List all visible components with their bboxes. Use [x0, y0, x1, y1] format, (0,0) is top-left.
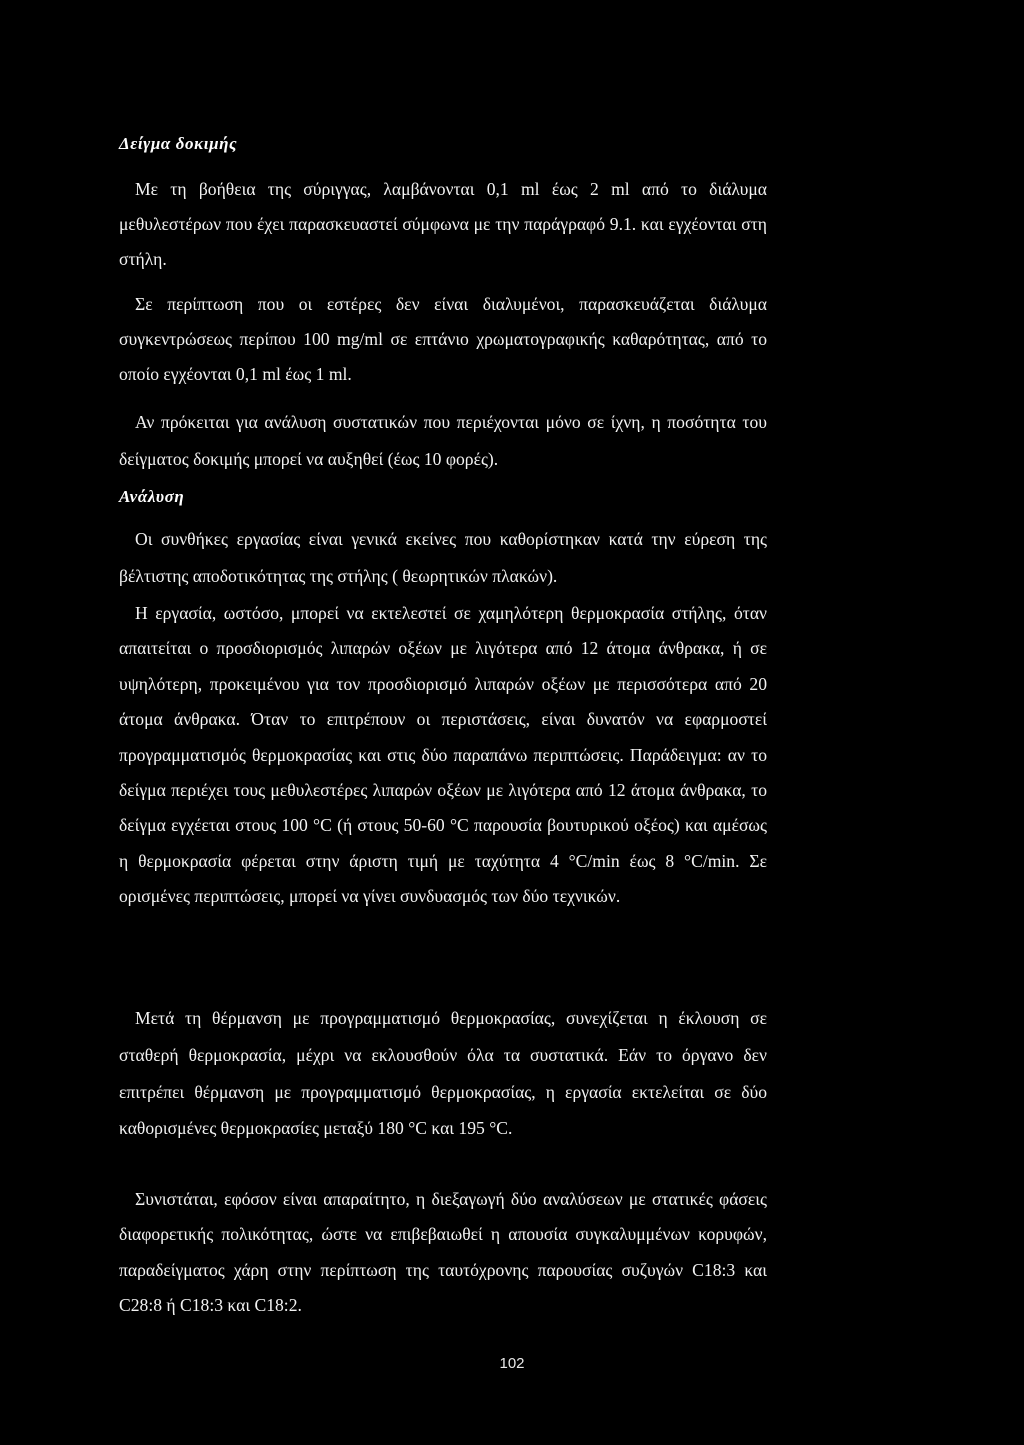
paragraph-trace-components: Αν πρόκειται για ανάλυση συστατικών που περιέχονται μόνο σε ίχνη, η ποσότητα του δείγματος δοκιμής μπορεί να αυξηθεί (έως 10 φορές). — [119, 412, 767, 469]
paragraph-working-conditions: Οι συνθήκες εργασίας είναι γενικά εκείνες που καθορίστηκαν κατά την εύρεση της βέλτιστης αποδοτικότητας της στήλης ( θεωρητικών πλακών). — [119, 529, 767, 586]
page-number: 102 — [499, 1355, 525, 1372]
section-heading-sample: Δείγμα δοκιμής — [119, 134, 238, 153]
paragraph-syringe-injection: Με τη βοήθεια της σύριγγας, λαμβάνονται 0,1 ml έως 2 ml από το διάλυμα μεθυλεστέρων που έχει παρασκευαστεί σύμφωνα με την παράγραφό 9.1. και εγχέονται στη στήλη. — [119, 179, 767, 269]
paragraph-elution: Μετά τη θέρμανση με προγραμματισμό θερμοκρασίας, συνεχίζεται η έκλουση σε σταθερή θερμοκρασία, μέχρι να εκλουσθούν όλα τα συστατικά. Εάν το όργανο δεν επιτρέπει θέρμανση με προγραμματισμό θερμοκρασίας, η εργασία εκτελείται σε δύο καθορισμένες θερμοκρασίες μεταξύ 180 °C και 195 °C. — [119, 1008, 767, 1139]
paragraph-column-temperature: Η εργασία, ωστόσο, μπορεί να εκτελεστεί σε χαμηλότερη θερμοκρασία στήλης, όταν απαιτείται ο προσδιορισμός λιπαρών οξέων με λιγότερα από 12 άτομα άνθρακα, ή σε υψηλότερη, προκειμένου για τον προσδιορισμό λιπαρών οξέων με περισσότερα από 20 άτομα άνθρακα. Όταν το επιτρέπουν οι περιστάσεις, είναι δυνατόν να εφαρμοστεί προγραμματισμός θερμοκρασίας και στις δύο παραπάνω περιπτώσεις. Παράδειγμα: αν το δείγμα περιέχει τους μεθυλεστέρες λιπαρών οξέων με λιγότερα από 12 άτομα άνθρακα, το δείγμα εγχέεται στους 100 °C (ή στους 50-60 °C παρουσία βουτυρικού οξέος) και αμέσως η θερμοκρασία φέρεται στην άριστη τιμή με ταχύτητα 4 °C/min έως 8 °C/min. Σε ορισμένες περιπτώσεις, μπορεί να γίνει συνδυασμός των δύο τεχνικών. — [119, 603, 767, 907]
paragraph-undissolved-esters: Σε περίπτωση που οι εστέρες δεν είναι διαλυμένοι, παρασκευάζεται διάλυμα συγκεντρώσεως περίπου 100 mg/ml σε επτάνιο χρωματογραφικής καθαρότητας, από το οποίο εγχέονται 0,1 ml έως 1 ml. — [119, 294, 767, 384]
paragraph-two-analyses: Συνιστάται, εφόσον είναι απαραίτητο, η διεξαγωγή δύο αναλύσεων με στατικές φάσεις διαφορετικής πολικότητας, ώστε να επιβεβαιωθεί η απουσία συγκαλυμμένων κορυφών, παραδείγματος χάρη στην περίπτωση της ταυτόχρονης παρουσίας συζυγών C18:3 και C28:8 ή C18:3 και C18:2. — [119, 1189, 767, 1316]
section-heading-analysis: Ανάλυση — [119, 487, 185, 506]
